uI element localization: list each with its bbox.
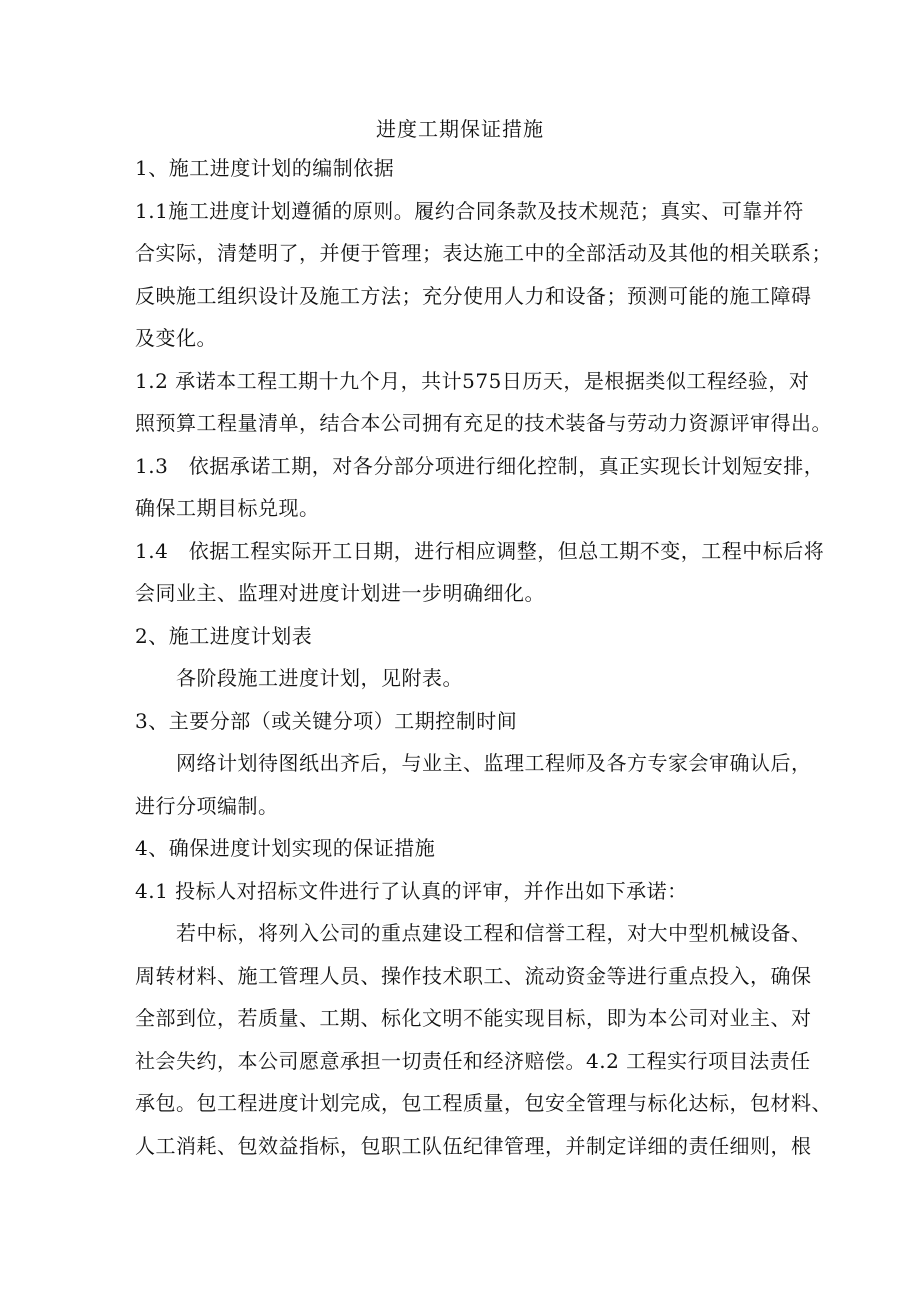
paragraph-line: 反映施工组织设计及施工方法；充分使用人力和设备；预测可能的施工障碍 bbox=[135, 284, 812, 308]
paragraph-line: 合实际，清楚明了，并便于管理；表达施工中的全部活动及其他的相关联系； bbox=[135, 241, 832, 265]
paragraph-line: 全部到位，若质量、工期、标化文明不能实现目标，即为本公司对业主、对 bbox=[135, 1006, 812, 1030]
paragraph-line: 人工消耗、包效益指标，包职工队伍纪律管理，并制定详细的责任细则，根 bbox=[135, 1134, 812, 1158]
section-heading-3: 3、主要分部（或关键分项）工期控制时间 bbox=[135, 709, 518, 733]
paragraph-line: 1.3 依据承诺工期，对各分部分项进行细化控制，真正实现长计划短安排， bbox=[135, 454, 825, 478]
paragraph-line: 各阶段施工进度计划，见附表。 bbox=[176, 666, 463, 690]
paragraph-line: 确保工期目标兑现。 bbox=[135, 496, 320, 520]
paragraph-line: 1.4 依据工程实际开工日期，进行相应调整，但总工期不变，工程中标后将 bbox=[135, 539, 825, 563]
paragraph-line: 及变化。 bbox=[135, 326, 217, 350]
section-heading-1: 1、施工进度计划的编制依据 bbox=[135, 156, 395, 180]
paragraph-line: 进行分项编制。 bbox=[135, 794, 279, 818]
paragraph-line: 若中标，将列入公司的重点建设工程和信誉工程，对大中型机械设备、 bbox=[176, 921, 812, 945]
paragraph-line: 1.1施工进度计划遵循的原则。履约合同条款及技术规范；真实、可靠并符 bbox=[135, 199, 804, 223]
section-heading-4: 4、确保进度计划实现的保证措施 bbox=[135, 836, 436, 860]
paragraph-line: 照预算工程量清单，结合本公司拥有充足的技术装备与劳动力资源评审得出。 bbox=[135, 411, 832, 435]
document-title: 进度工期保证措施 bbox=[376, 117, 544, 141]
paragraph-line: 承包。包工程进度计划完成，包工程质量，包安全管理与标化达标，包材料、 bbox=[135, 1091, 832, 1115]
section-heading-2: 2、施工进度计划表 bbox=[135, 624, 313, 648]
paragraph-line: 网络计划待图纸出齐后，与业主、监理工程师及各方专家会审确认后， bbox=[176, 751, 812, 775]
paragraph-line: 1.2 承诺本工程工期十九个月，共计575日历天，是根据类似工程经验，对 bbox=[135, 369, 810, 393]
paragraph-line: 会同业主、监理对进度计划进一步明确细化。 bbox=[135, 581, 545, 605]
paragraph-line: 4.1 投标人对招标文件进行了认真的评审，并作出如下承诺： bbox=[135, 879, 688, 903]
paragraph-line: 社会失约，本公司愿意承担一切责任和经济赔偿。4.2 工程实行项目法责任 bbox=[135, 1049, 811, 1073]
paragraph-line: 周转材料、施工管理人员、操作技术职工、流动资金等进行重点投入，确保 bbox=[135, 964, 812, 988]
